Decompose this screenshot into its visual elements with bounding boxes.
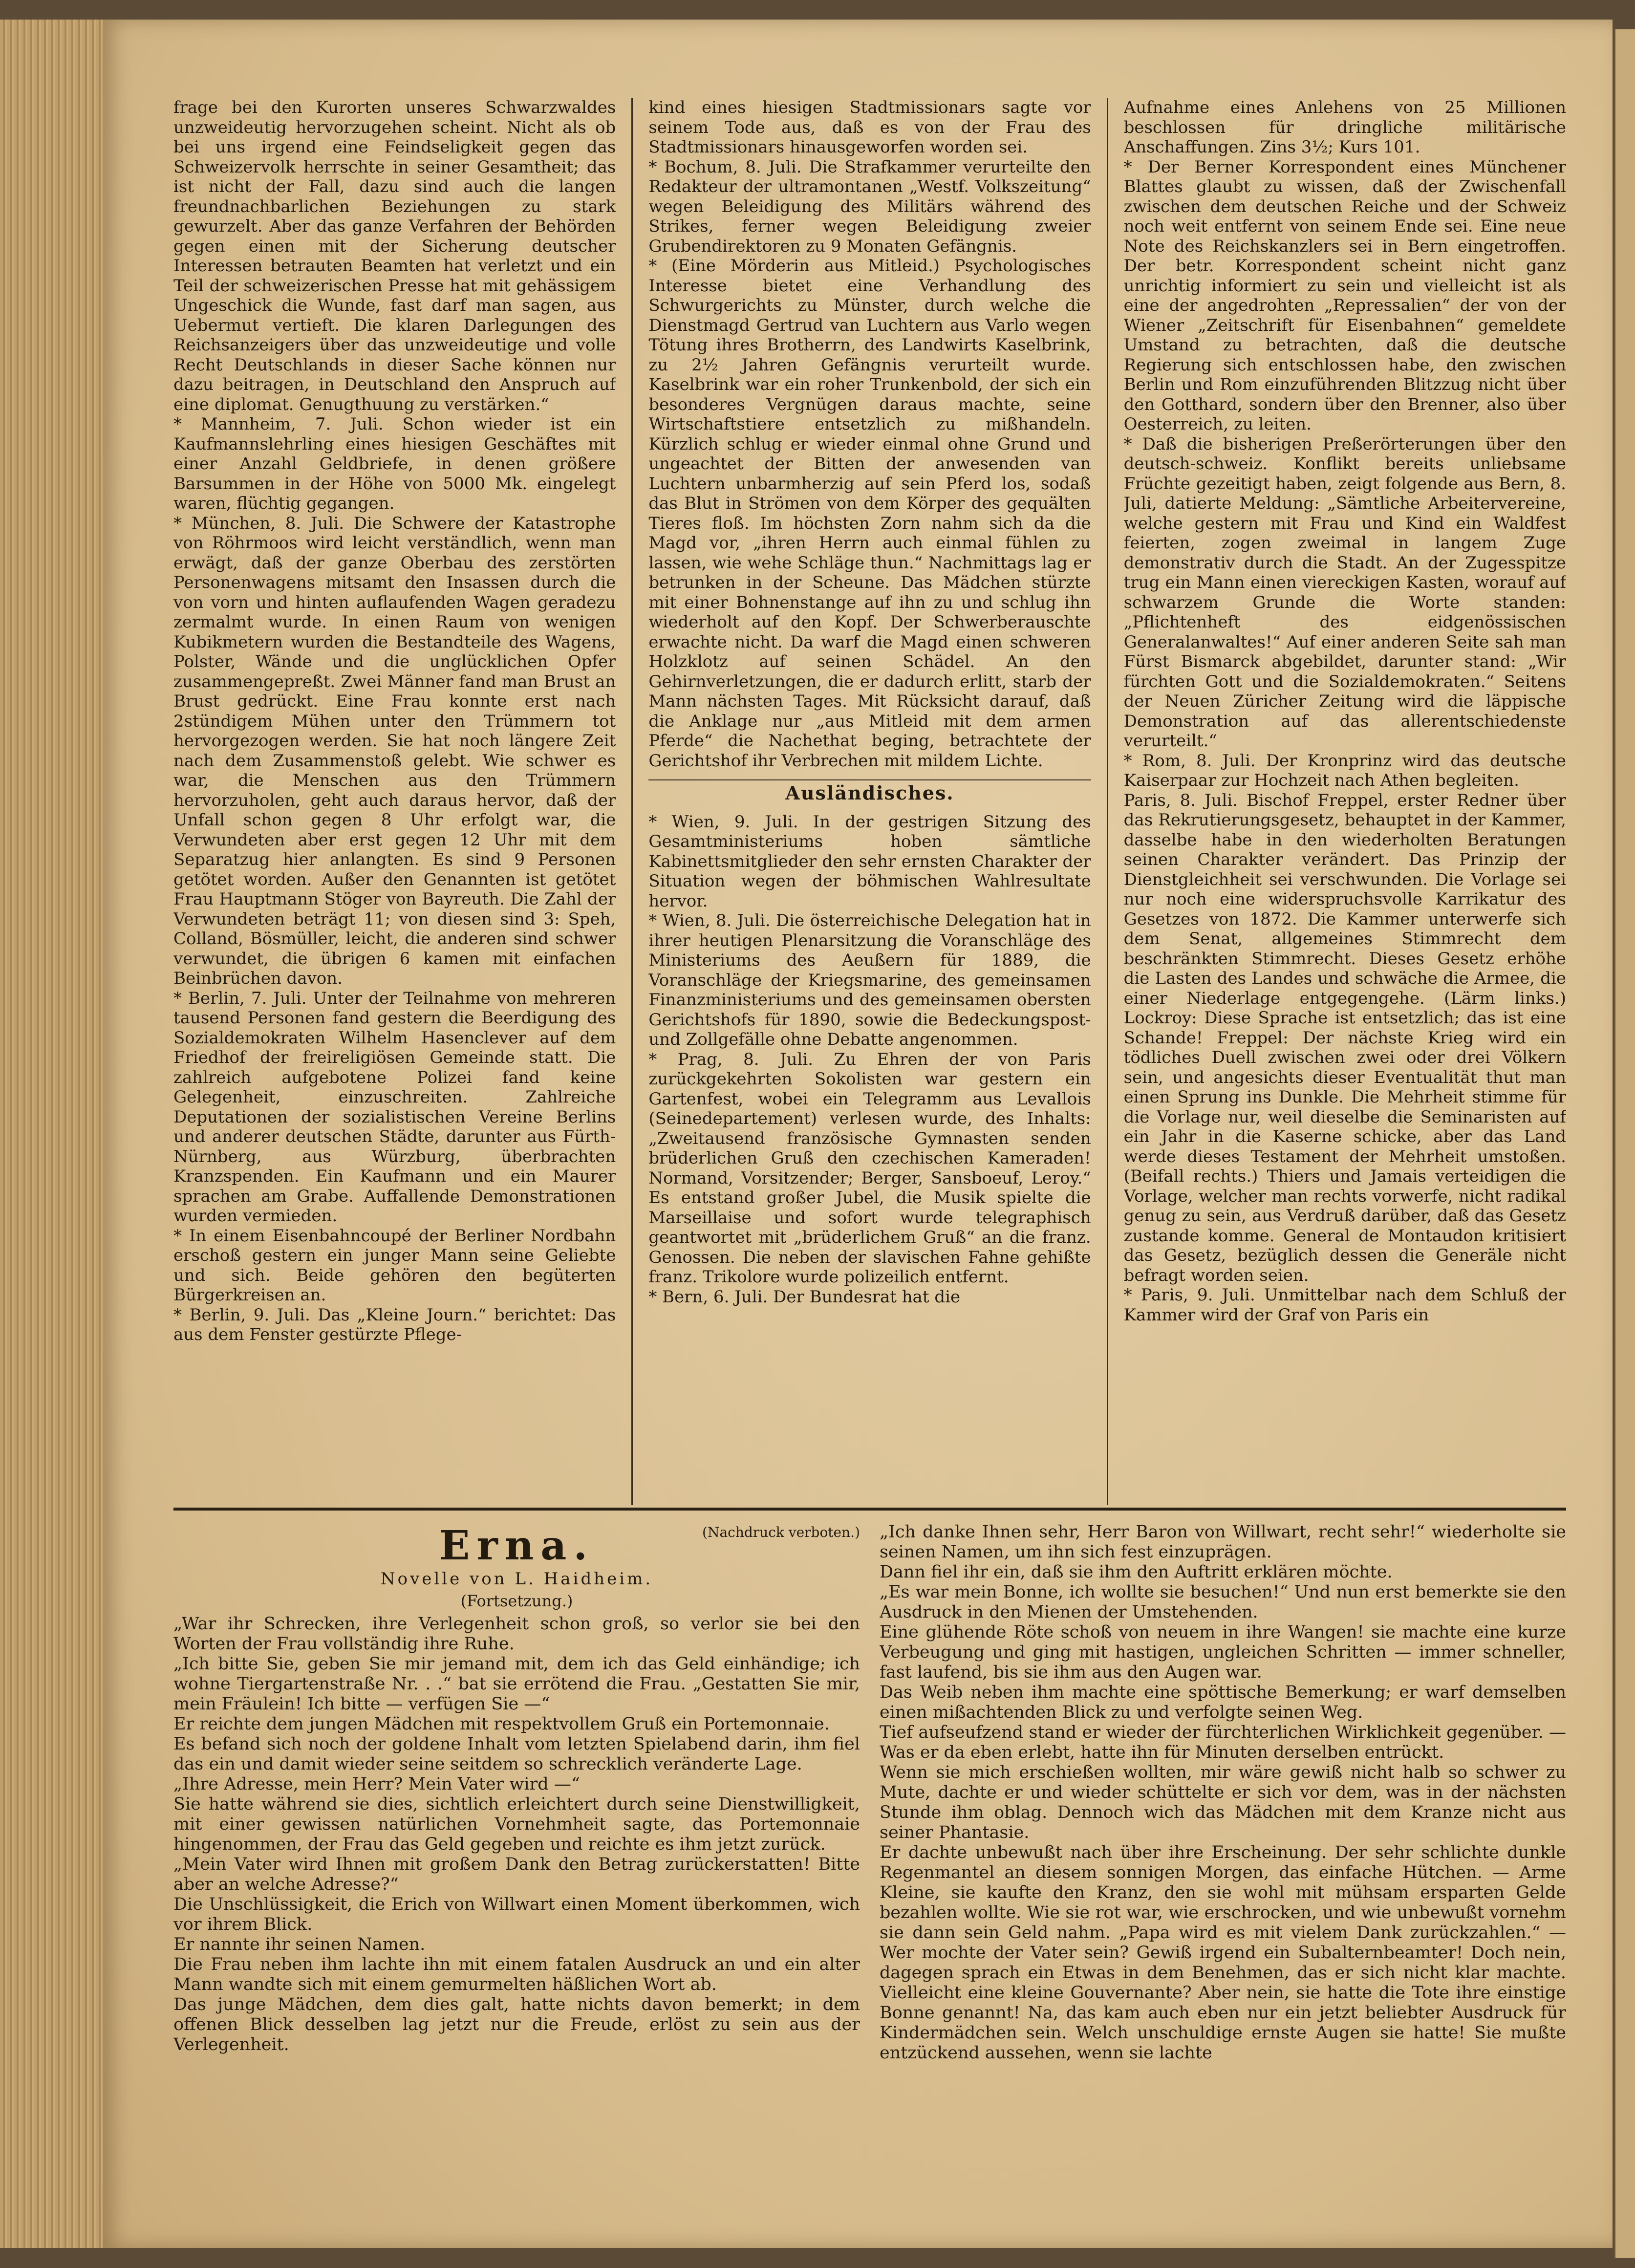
paragraph: * München, 8. Juli. Die Schwere der Katastrophe von Röhrmoos wird leicht verständlich, wenn man erwägt, daß der ganze Oberbau des zerstörten Personenwagens mitsamt den Insassen durch die von vorn und hinten auflaufenden Wagen geradezu zermalmt wurde. In einen Raum von wenigen Kubikmetern wurden die Bestandteile des Wagens, Polster, Wände und die unglücklichen Opfer zusammengepreßt. Zwei Männer fand man Brust an Brust gedrückt. Eine Frau konnte erst nach 2stündigem Mühen unter den Trümmern tot hervorgezogen werden. Sie hat noch längere Zeit nach dem Zusammenstoß gelebt. Wie schwer es war, die Menschen aus den Trümmern hervorzuholen, geht auch daraus hervor, daß der Unfall schon gegen 8 Uhr erfolgt war, die Verwundeten aber erst gegen 12 Uhr mit dem Separatzug hier anlangten. Es sind 9 Personen getötet worden. Außer den Genannten ist getötet Frau Hauptmann Stöger von Bayreuth. Die Zahl der Verwundeten beträgt 11; von diesen sind 3: Speh, Colland, Bösmüller, leicht, die anderen sind schwer verwundet, die übrigen 6 kamen mit einfachen Beinbrüchen davon. <box>173 513 616 988</box>
paragraph: frage bei den Kurorten unseres Schwarzwaldes unzweideutig hervorzugehen scheint. Nicht als ob bei uns irgend eine Feindseligkeit gegen das Schweizervolk herrschte in seiner Gesamtheit; das ist nicht der Fall, dazu sind auch die langen freundnachbarlichen Beziehungen zu stark gewurzelt. Aber das ganze Verfahren der Behörden gegen einen mit der Sicherung deutscher Interessen betrauten Beamten hat verletzt und ein Teil der schweizerischen Presse hat mit gehässigem Ungeschick die Wunde, fast darf man sagen, aus Uebermut vertieft. Die klaren Darlegungen des Reichsanzeigers über das unzweideutige und volle Recht Deutschlands in dieser Sache können nur dazu beitragen, in Deutschland den Anspruch auf eine diplomat. Genugthuung zu verstärken.“ <box>173 98 616 414</box>
paragraph: * Bern, 6. Juli. Der Bundesrat hat die <box>648 1287 961 1307</box>
paragraph: * (Eine Mörderin aus Mitleid.) Psychologisches Interesse bietet eine Verhandlung des Schwurgerichts zu Münster, durch welche die Dienstmagd Gertrud van Luchtern aus Varlo wegen Tötung ihres Brotherrn, des Landwirts Kaselbrink, zu 2½ Jahren Gefängnis verurteilt wurde. Kaselbrink war ein roher Trunkenbold, der sich ein besonderes Vergnügen daraus machte, seine Wirtschaftstiere entsetzlich zu mißhandeln. Kürzlich schlug er wieder einmal ohne Grund und ungeachtet der Bitten der anwesenden van Luchtern unbarmherzig auf sein Pferd los, sodaß das Blut in Strömen von dem Körper des gequälten Tieres floß. Im höchsten Zorn nahm sich da die Magd vor, „ihren Herrn auch einmal fühlen zu lassen, wie wehe Schläge thun.“ Nachmittags lag er betrunken in der Scheune. Das Mädchen stürzte mit einer Bohnenstange auf ihn zu und schlug ihn wiederholt auf den Kopf. Der Schwerberauschte erwachte nicht. Da warf die Magd einen schweren Holzklotz auf seinen Schädel. An den Gehirnverletzungen, die er dadurch erlitt, starb der Mann nächsten Tages. Mit Rücksicht darauf, daß die Anklage nur „aus Mitleid mit dem armen Pferde“ die Nachethat beging, betrachtete der Gerichtshof ihr Verbrechen mit mildem Lichte. <box>648 256 1091 771</box>
paragraph: * Berlin, 7. Juli. Unter der Teilnahme von mehreren tausend Personen fand gestern die Beerdigung des Sozialdemokraten Wilhelm Hasenclever auf dem Friedhof der freireligiösen Gemeinde statt. Die zahlreich aufgebotene Polizei fand keine Gelegenheit, einzuschreiten. Zahlreiche Deputationen der sozialistischen Vereine Berlins und anderer deutschen Städte, darunter aus Fürth-Nürnberg, aus Würzburg, überbrachten Kranzspenden. Ein Kaufmann und ein Maurer sprachen am Grabe. Auffallende Demonstrationen wurden vermieden. <box>173 988 616 1226</box>
paragraph: Sie hatte während sie dies, sichtlich erleichtert durch seine Dienstwilligkeit, mit einer gewissen natürlichen Vornehmheit sagte, das Portemonnaie hingenommen, der Frau das Geld gegeben und reichte es ihm jetzt zurück. <box>173 1794 860 1854</box>
paragraph: * Rom, 8. Juli. Der Kronprinz wird das deutsche Kaiserpaar zur Hochzeit nach Athen begleiten. <box>1123 751 1566 790</box>
serial-column-right <box>880 1522 1566 2216</box>
paragraph: * Prag, 8. Juli. Zu Ehren der von Paris zurückgekehrten Sokolisten war gestern ein Gartenfest, wobei ein Telegramm aus Levallois (Seinedepartement) verlesen wurde, des Inhalts: „Zweitausend französische Gymnasten senden brüderlichen Gruß den czechischen Kameraden! Normand, Vorsitzender; Berger, Sansboeuf, Leroy.“ Es entstand großer Jubel, die Musik spielte die Marseillaise und sofort wurde telegraphisch geantwortet mit „brüderlichem Gruß“ an die franz. Genossen. Die neben der slavischen Fahne gehißte franz. Trikolore wurde polizeilich entfernt. <box>648 1049 1091 1287</box>
paragraph: * Daß die bisherigen Preßerörterungen über den deutsch-schweiz. Konflikt bereits unliebsame Früchte gezeitigt haben, zeigt folgende aus Bern, 8. Juli, datierte Meldung: „Sämtliche Arbeitervereine, welche gestern mit Frau und Kind ein Waldfest feierten, zogen zweimal in langem Zuge demonstrativ durch die Stadt. An der Zugesspitze trug ein Mann einen viereckigen Kasten, worauf auf schwarzem Grunde die Worte standen: „Pflichtenheft des eidgenössischen Generalanwaltes!“ Auf einer anderen Seite sah man Fürst Bismarck abgebildet, darunter stand: „Wir fürchten Gott und die Sozialdemokraten.“ Seitens der Neuen Züricher Zeitung wird die läppische Demonstration auf das allerentschiedenste verurteilt.“ <box>1123 434 1566 751</box>
paragraph: Aufnahme eines Anlehens von 25 Millionen beschlossen für dringliche militärische Anschaffungen. Zins 3½; Kurs 101. <box>1123 98 1566 157</box>
serial-novel-section <box>173 1522 1566 2216</box>
paragraph: * Der Berner Korrespondent eines Münchener Blattes glaubt zu wissen, daß der Zwischenfall zwischen dem deutschen Reiche und der Schweiz noch weit entfernt von seinem Ende sei. Eine neue Note des Reichskanzlers sei in Bern eingetroffen. Der betr. Korrespondent scheint nicht ganz unrichtig informiert zu sein und vielleicht ist als eine der angedrohten „Repressalien“ der von der Wiener „Zeitschrift für Eisenbahnen“ gemeldete Umstand zu betrachten, daß die deutsche Regierung sich entschlossen habe, den zwischen Berlin und Rom einzuführenden Blitzzug nicht über den Gotthard, sondern über den Brenner, also über Oesterreich, zu leiten. <box>1123 157 1566 434</box>
column-2 <box>648 98 1091 1505</box>
paragraph: * Wien, 8. Juli. Die österreichische Delegation hat in ihrer heutigen Plenarsitzung die Voranschläge des Ministeriums des Aeußern für 1889, die Voranschläge der Kriegsmarine, des gemeinsamen Finanzministeriums und des gemeinsamen obersten Gerichtshofs für 1890, sowie die Bedeckungspost- und Zollgefälle ohne Debatte angenommen. <box>648 911 1091 1049</box>
column-divider <box>1107 98 1108 1505</box>
paragraph: „Ich danke Ihnen sehr, Herr Baron von Willwart, recht sehr!“ wiederholte sie seinen Namen, um ihn sich fest einzuprägen. <box>880 1522 1566 1562</box>
paragraph: Er nannte ihr seinen Namen. <box>173 1935 426 1954</box>
news-columns <box>173 98 1566 1505</box>
paragraph: Das junge Mädchen, dem dies galt, hatte nichts davon bemerkt; in dem offenen Blick desselben lag jetzt nur die Freude, erlöst zu sein aus der Verlegenheit. <box>173 1995 860 2054</box>
column-3 <box>1124 98 1566 1505</box>
serial-author: Novelle von L. Haidheim. <box>380 1569 653 1589</box>
paragraph: * Mannheim, 7. Juli. Schon wieder ist ein Kaufmannslehrling eines hiesigen Geschäftes mit einer Anzahl Geldbriefe, in denen größere Barsummen in der Höhe von 5000 Mk. eingelegt waren, flüchtig gegangen. <box>173 414 616 513</box>
paragraph: Die Frau neben ihm lachte ihn mit einem fatalen Ausdruck an und ein alter Mann wandte sich mit einem gemurmelten häßlichen Wort ab. <box>173 1955 860 1994</box>
paragraph: „Mein Vater wird Ihnen mit großem Dank den Betrag zurückerstatten! Bitte aber an welche Adresse?“ <box>173 1855 860 1894</box>
paragraph: Die Unschlüssigkeit, die Erich von Willwart einen Moment überkommen, wich vor ihrem Blick. <box>173 1895 860 1934</box>
column-1 <box>173 98 616 1505</box>
serial-title: Erna. <box>439 1522 594 1569</box>
paragraph: Paris, 8. Juli. Bischof Freppel, erster Redner über das Rekrutierungsgesetz, behauptet in der Kammer, dasselbe habe in den wiederholten Beratungen seinen Charakter verändert. Das Prinzip der Dienstgleichheit sei verschwunden. Die Vorlage sei nur noch eine widerspruchsvolle Karrikatur des Gesetzes von 1872. Die Kammer unterwerfe sich dem Senat, allgemeines Stimmrecht dem beschränkten Stimmrecht. Dieses Gesetz erhöhe die Lasten des Landes und schwäche die Armee, die einer Niederlage entgegengehe. (Lärm links.) Lockroy: Diese Sprache ist entsetzlich; das ist eine Schande! Freppel: Der nächste Krieg wird ein tödliches Duell zwischen zwei oder drei Völkern sein, und angesichts dieser Eventualität thut man einen Sprung ins Dunkle. Die Mehrheit stimme für die Vorlage nur, weil dieselbe die Seminaristen auf ein Jahr in die Kaserne schicke, aber das Land werde dieses Testament der Mehrheit umstoßen. (Beifall rechts.) Thiers und Jamais verteidigen die Vorlage, welcher man rechts vorwerfe, nicht radikal genug zu sein, aus Verdruß darüber, daß das Gesetz zustande komme. General de Montaudon kritisiert das Gesetz, bezüglich dessen die Generäle nicht befragt worden seien. <box>1123 790 1566 1285</box>
paragraph: Eine glühende Röte schoß von neuem in ihre Wangen! sie machte eine kurze Verbeugung und ging mit hastigen, ungleichen Schritten — immer schneller, fast laufend, bis sie ihm aus den Augen war. <box>880 1622 1566 1682</box>
column-divider <box>631 98 633 1505</box>
paragraph: „Ihre Adresse, mein Herr? Mein Vater wird —“ <box>173 1774 580 1794</box>
paragraph: Es befand sich noch der goldene Inhalt vom letzten Spielabend darin, ihm fiel das ein und damit wieder seine seitdem so schrecklich veränderte Lage. <box>173 1734 860 1774</box>
paragraph: „Es war mein Bonne, ich wollte sie besuchen!“ Und nun erst bemerkte sie den Ausdruck in den Mienen der Umstehenden. <box>880 1582 1566 1622</box>
paragraph: * Paris, 9. Juli. Unmittelbar nach dem Schluß der Kammer wird der Graf von Paris ein <box>1123 1285 1566 1325</box>
paragraph: * Wien, 9. Juli. In der gestrigen Sitzung des Gesamtministeriums hoben sämtliche Kabinettsmitglieder den sehr ernsten Charakter der Situation wegen der böhmischen Wahlresultate hervor. <box>648 812 1091 911</box>
reprint-notice: (Nachdruck verboten.) <box>702 1524 860 1540</box>
paragraph: * In einem Eisenbahncoupé der Berliner Nordbahn erschoß gestern ein junger Mann seine Geliebte und sich. Beide gehören den begüterten Bürgerkreisen an. <box>173 1226 616 1305</box>
serial-column-left <box>173 1522 860 2216</box>
paragraph: Wenn sie mich erschießen wollten, mir wäre gewiß nicht halb so schwer zu Mute, dachte er und wieder schüttelte er sich vor dem, was in der nächsten Stunde ihm oblag. Dennoch wich das Mädchen mit dem Kranze nicht aus seiner Phantasie. <box>880 1763 1566 1842</box>
paragraph: Das Weib neben ihm machte eine spöttische Bemerkung; er warf demselben einen mißachtenden Blick zu und verfolgte seinen Weg. <box>880 1683 1566 1722</box>
paragraph: * Berlin, 9. Juli. Das „Kleine Journ.“ berichtet: Das aus dem Fenster gestürzte Pflege- <box>173 1305 616 1344</box>
paragraph: Er dachte unbewußt nach über ihre Erscheinung. Der sehr schlichte dunkle Regenmantel an diesem sonnigen Morgen, das einfache Hütchen. — Arme Kleine, sie kaufte den Kranz, den sie wohl mit mühsam ersparten Gelde bezahlen wollte. Wie sie rot war, wie erschrocken, und wie unbewußt vornehm sie dann sein Geld nahm. „Papa wird es mit vielem Dank zurückzahlen.“ — Wer mochte der Vater sein? Gewiß irgend ein Subalternbeamter! Doch nein, dagegen sprach ein Etwas in dem Benehmen, das er sich nicht klar machte. Vielleicht eine kleine Gouvernante? Aber nein, sie hatte die Tote ihre einstige Bonne genannt! Na, das kam auch eben nur ein jetzt beliebter Ausdruck für Kindermädchen sein. Welch unschuldige ernste Augen sie hatte! Sie mußte entzückend aussehen, wenn sie lachte <box>880 1843 1566 2063</box>
section-heading-foreign-news: Ausländisches. <box>648 779 1091 806</box>
feuilleton-divider <box>173 1508 1566 1511</box>
paragraph: „War ihr Schrecken, ihre Verlegenheit schon groß, so verlor sie bei den Worten der Frau vollständig ihre Ruhe. <box>173 1614 860 1654</box>
paragraph: * Bochum, 8. Juli. Die Strafkammer verurteilte den Redakteur der ultramontanen „Westf. Volkszeitung“ wegen Beleidigung des Militärs während des Strikes, ferner wegen Beleidigung zweier Grubendirektoren zu 9 Monaten Gefängnis. <box>648 157 1091 256</box>
paragraph: Tief aufseufzend stand er wieder der fürchterlichen Wirklichkeit gegenüber. — Was er da eben erlebt, hatte ihn für Minuten derselben entrückt. <box>880 1723 1566 1762</box>
paragraph: Dann fiel ihr ein, daß sie ihm den Auftritt erklären möchte. <box>880 1562 1393 1582</box>
paragraph: kind eines hiesigen Stadtmissionars sagte vor seinem Tode aus, daß es von der Frau des Stadtmissionars hinausgeworfen worden sei. <box>648 98 1091 157</box>
book-spine-page-edges <box>0 20 106 2248</box>
paragraph: Er reichte dem jungen Mädchen mit respektvollem Gruß ein Portemonnaie. <box>173 1714 830 1734</box>
paragraph: „Ich bitte Sie, geben Sie mir jemand mit, dem ich das Geld einhändige; ich wohne Tiergartenstraße Nr. . .“ bat sie errötend die Frau. „Gestatten Sie mir, mein Fräulein! Ich bitte — verfügen Sie —“ <box>173 1654 860 1714</box>
adjacent-page-edge <box>1614 29 1635 2258</box>
serial-continuation: (Fortsetzung.) <box>460 1592 573 1610</box>
